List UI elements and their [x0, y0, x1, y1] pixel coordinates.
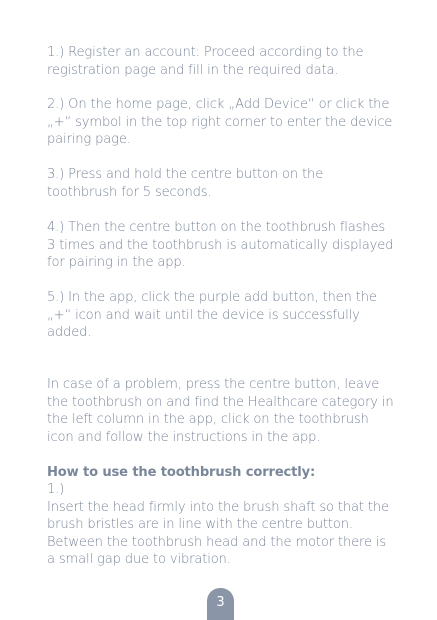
instruction-step-2: 2.) On the home page, click „Add Device“ or click the „+“ symbol in the top right corner to enter the device pairing page.: [47, 97, 393, 147]
instruction-step-1: 1.) Register an account: Proceed according to the registration page and fill in the required data.: [47, 45, 364, 78]
instruction-step-4: 4.) Then the centre button on the toothbrush flashes 3 times and the toothbrush is automatically displayed for pairing in the app.: [47, 220, 394, 270]
instruction-step-3: 3.) Press and hold the centre button on the toothbrush for 5 seconds.: [47, 167, 324, 200]
page-number-badge: 3: [207, 588, 234, 620]
usage-step-1-number: 1.): [47, 482, 65, 497]
usage-step-1: [47, 481, 397, 569]
instruction-step-5: 5.) In the app, click the purple add button, then the „+“ icon and wait until the device is successfully added.: [47, 290, 377, 340]
usage-heading: How to use the toothbrush correctly:: [47, 465, 316, 480]
troubleshooting-paragraph: In case of a problem, press the centre button, leave the toothbrush on and find the Healthcare category in the left column in the app, click on the toothbrush icon and follow the instructions in the app.: [47, 377, 394, 445]
usage-step-1-text: Insert the head firmly into the brush shaft so that the brush bristles are in line with the centre button. Between the toothbrush head and the motor there is a small gap due to vibration.: [47, 499, 389, 567]
